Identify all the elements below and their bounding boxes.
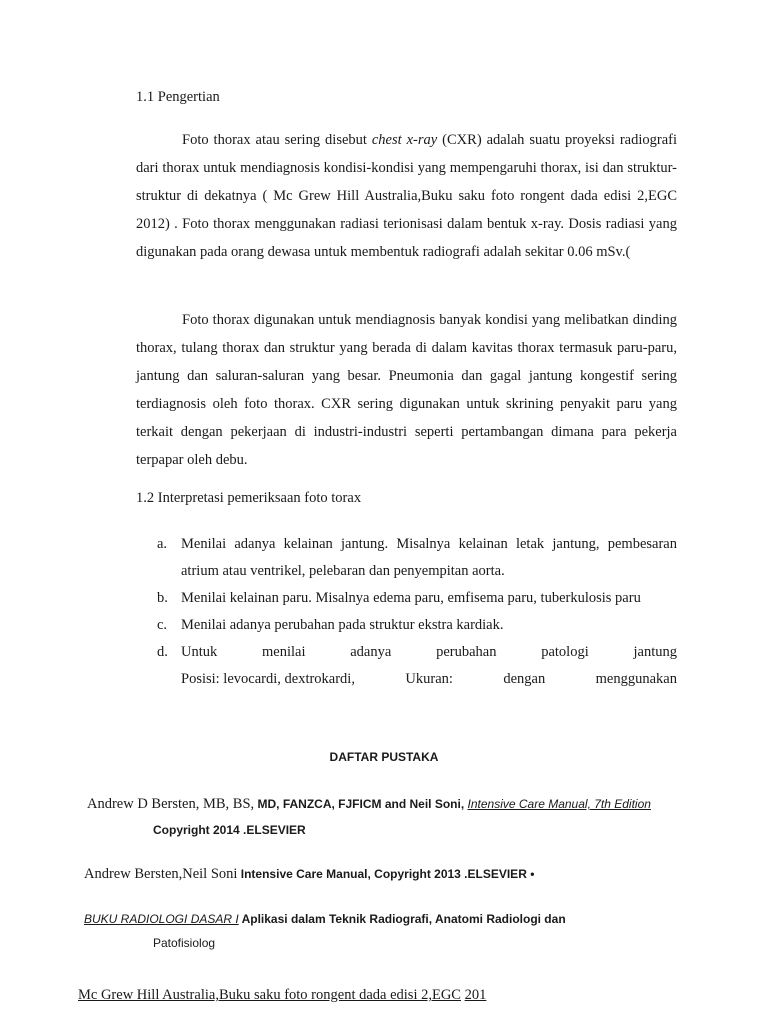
word: patologi: [541, 644, 589, 660]
list-item-text: Menilai kelainan paru. Misalnya edema paru, emfisema paru, tuberkulosis paru: [181, 590, 641, 606]
word: Untuk: [181, 644, 218, 660]
list-item-text: [181, 639, 677, 693]
paragraph-usage: [136, 306, 677, 474]
word: perubahan: [436, 644, 497, 660]
interpretation-list: [157, 531, 677, 693]
ref3-subtitle: Aplikasi dalam Teknik Radiografi, Anatomi Radiologi dan: [238, 912, 566, 926]
word: menilai: [262, 644, 306, 660]
list-marker: d.: [157, 644, 168, 660]
paragraph-definition: [136, 126, 677, 266]
ref1-authors: Andrew D Bersten, MB, BS,: [87, 796, 255, 812]
ref2-bullet: •: [526, 867, 535, 881]
reference-3-line-2: Patofisiolog: [153, 936, 216, 950]
p2-text: Foto thorax digunakan untuk mendiagnosis banyak kondisi yang melibatkan dinding thorax, tulang thorax dan struktur yang berada di dalam kavitas thorax termasuk paru-paru, jantung dan saluran-saluran yang besar. Pneumonia dan gagal jantung kongestif sering terdiagnosis oleh foto thorax. CXR sering digunakan untuk skrining penyakit paru yang terkait dengan pekerjaan di industri-industri seperti pertambangan dimana para pekerja terpapar oleh debu.: [136, 312, 677, 468]
p1-text-start: Foto thorax atau sering disebut: [182, 132, 372, 148]
list-item-d-line-2: [181, 666, 677, 693]
list-marker: a.: [157, 536, 168, 552]
reference-3: [84, 910, 566, 928]
list-item: [157, 639, 677, 693]
reference-4: [78, 987, 486, 1004]
word: menggunakan: [595, 671, 677, 687]
reference-1-line-2: Copyright 2014 .ELSEVIER: [153, 823, 306, 837]
word: Posisi: levocardi, dextrokardi,: [181, 671, 355, 687]
list-item-text: Menilai adanya perubahan pada struktur ekstra kardiak.: [181, 617, 504, 633]
ref4-year: 201: [464, 987, 487, 1003]
ref1-book-title: Intensive Care Manual, 7th Edition: [467, 797, 651, 811]
word: jantung: [633, 644, 677, 660]
section-1-2-heading: 1.2 Interpretasi pemeriksaan foto torax: [136, 490, 362, 506]
reference-1: [87, 795, 651, 813]
word: Ukuran:: [405, 671, 453, 687]
ref2-authors: Andrew Bersten,Neil Soni: [84, 866, 238, 882]
word: adanya: [350, 644, 392, 660]
ref1-credentials: MD, FANZCA, FJFICM and Neil Soni,: [254, 797, 468, 811]
section-1-1-heading: 1.1 Pengertian: [136, 89, 220, 105]
list-item-d-line-1: [181, 639, 677, 666]
p1-italic-term: chest x-ray: [371, 132, 438, 148]
list-marker: b.: [157, 590, 168, 606]
list-item: [157, 612, 677, 639]
ref3-book-title: BUKU RADIOLOGI DASAR I: [84, 912, 239, 926]
list-item-text: Menilai adanya kelainan jantung. Misalnya kelainan letak jantung, pembesaran atrium atau ventrikel, pelebaran dan penyempitan aorta.: [181, 536, 677, 579]
ref4-text: Mc Grew Hill Australia,Buku saku foto rongent dada edisi 2,EGC: [78, 987, 461, 1003]
list-item: [157, 531, 677, 585]
list-marker: c.: [157, 617, 168, 633]
ref2-title: Intensive Care Manual, Copyright 2013 .ELSEVIER: [237, 867, 527, 881]
word: dengan: [503, 671, 546, 687]
list-item: [157, 585, 677, 612]
reference-2: [84, 865, 534, 883]
p1-text-end: (CXR) adalah suatu proyeksi radiografi dari thorax untuk mendiagnosis kondisi-kondisi yang mempengaruhi thorax, isi dan struktur-struktur di dekatnya ( Mc Grew Hill Australia,Buku saku foto rongent dada edisi 2,EGC 2012) . Foto thorax menggunakan radiasi terionisasi dalam bentuk x-ray. Dosis radiasi yang digunakan pada orang dewasa untuk membentuk radiografi adalah sekitar 0.06 mSv.(: [136, 132, 677, 260]
references-title: DAFTAR PUSTAKA: [329, 750, 439, 764]
